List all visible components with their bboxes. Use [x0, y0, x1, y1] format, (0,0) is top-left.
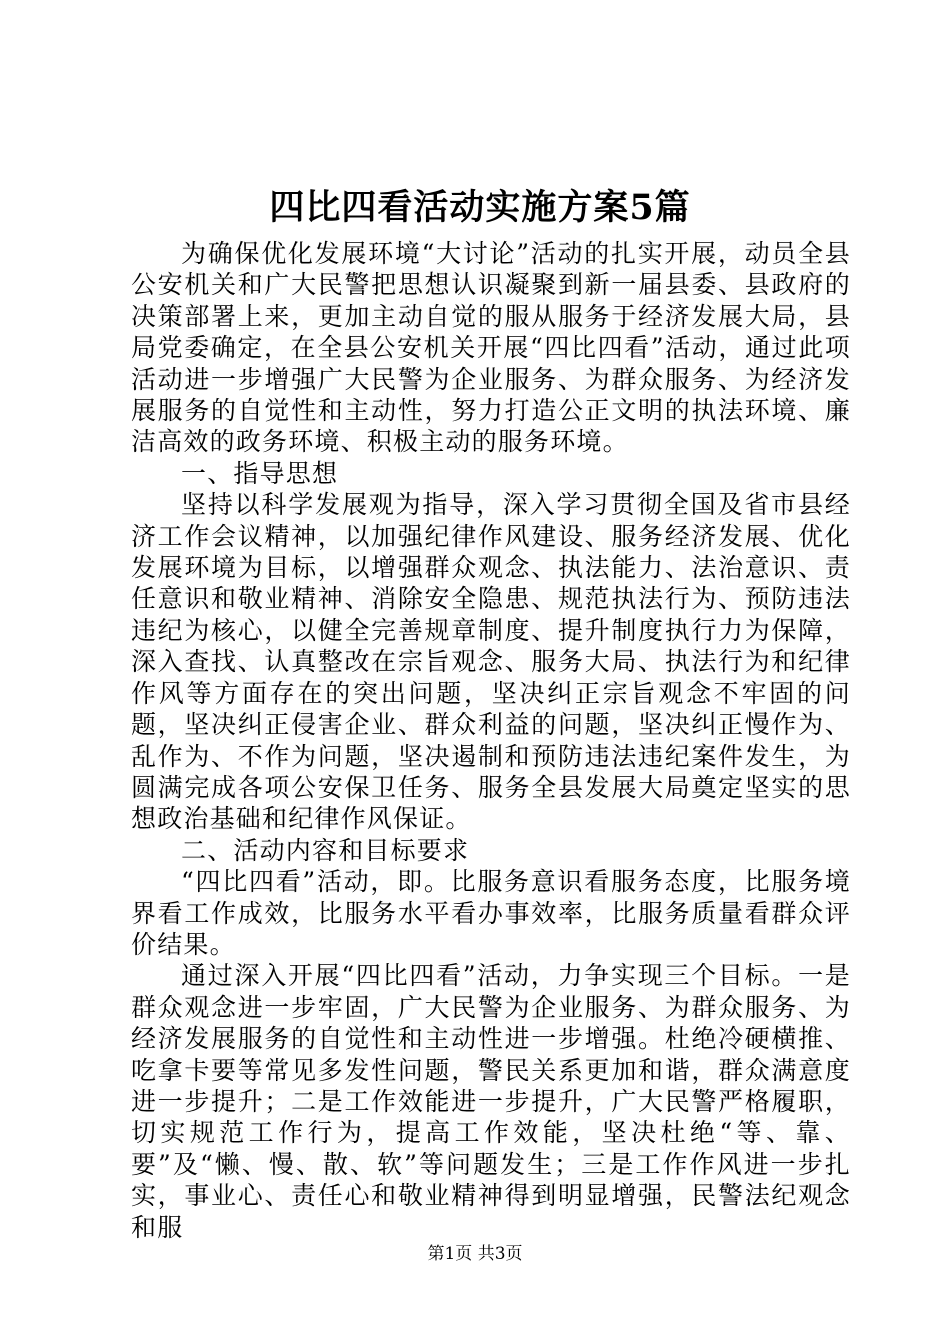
page-number-footer: 第1页 共3页 — [427, 1244, 523, 1264]
activity-definition-paragraph: “四比四看”活动，即。比服务意识看服务态度，比服务境界看工作成效，比服务水平看办事效率，比服务质量看群众评价结果。 — [131, 867, 851, 959]
section-heading-activity-content: 二、活动内容和目标要求 — [181, 835, 470, 865]
guiding-ideology-paragraph: 坚持以科学发展观为指导，深入学习贯彻全国及省市县经济工作会议精神，以加强纪律作风建设、服务经济发展、优化发展环境为目标，以增强群众观念、执法能力、法治意识、责任意识和敬业精神、消除安全隐患、规范执法行为、预防违法违纪为核心，以健全完善规章制度、提升制度执行力为保障，深入查找、认真整改在宗旨观念、服务大局、执法行为和纪律作风等方面存在的突出问题，坚决纠正宗旨观念不牢固的问题，坚决纠正侵害企业、群众利益的问题，坚决纠正慢作为、乱作为、不作为问题，坚决遏制和预防违法违纪案件发生，为圆满完成各项公安保卫任务、服务全县发展大局奠定坚实的思想政治基础和纪律作风保证。 — [131, 490, 851, 834]
intro-paragraph: 为确保优化发展环境“大讨论”活动的扎实开展，动员全县公安机关和广大民警把思想认识凝聚到新一届县委、县政府的决策部署上来，更加主动自觉的服从服务于经济发展大局，县局党委确定，在全县公安机关开展“四比四看”活动，通过此项活动进一步增强广大民警为企业服务、为群众服务、为经济发展服务的自觉性和主动性，努力打造公正文明的执法环境、廉洁高效的政务环境、积极主动的服务环境。 — [131, 239, 851, 457]
document-title: 四比四看活动实施方案5篇 — [269, 187, 691, 228]
section-heading-guiding-ideology: 一、指导思想 — [181, 458, 339, 488]
goals-paragraph: 通过深入开展“四比四看”活动，力争实现三个目标。一是群众观念进一步牢固，广大民警为企业服务、为群众服务、为经济发展服务的自觉性和主动性进一步增强。杜绝冷硬横推、吃拿卡要等常见多发性问题，警民关系更加和谐，群众满意度进一步提升；二是工作效能进一步提升，广大民警严格履职，切实规范工作行为，提高工作效能，坚决杜绝“等、靠、要”及“懒、慢、散、软”等问题发生；三是工作作风进一步扎实，事业心、责任心和敬业精神得到明显增强，民警法纪观念和服 — [131, 961, 851, 1242]
document-body — [131, 238, 851, 1243]
